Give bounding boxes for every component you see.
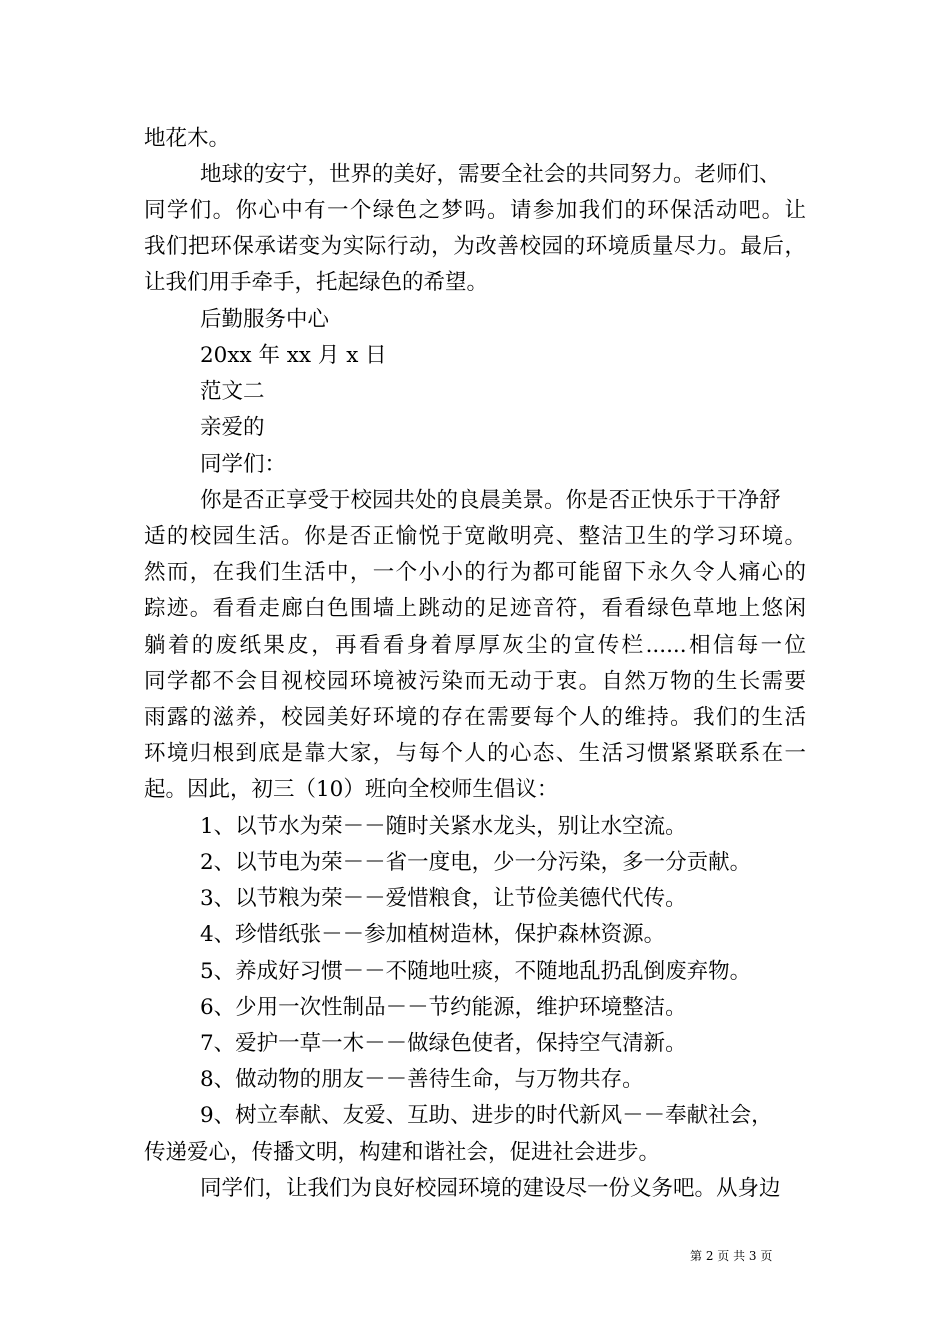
paragraph-line: 躺着的废纸果皮，再看看身着厚厚灰尘的宣传栏......相信每一位 [144,633,806,658]
list-item: 8、做动物的朋友－－善待生命，与万物共存。 [200,1067,644,1092]
paragraph-line: 地球的安宁，世界的美好，需要全社会的共同努力。老师们、 [200,162,781,187]
signature-organization: 后勤服务中心 [200,307,330,332]
list-item: 7、爱护一草一木－－做绿色使者，保持空气清新。 [200,1031,687,1056]
paragraph-line: 然而，在我们生活中，一个小小的行为都可能留下永久令人痛心的 [144,560,806,585]
section-title: 范文二 [200,379,265,404]
paragraph-line: 让我们用手牵手，托起绿色的希望。 [144,270,489,295]
list-item: 9、树立奉献、友爱、互助、进步的时代新风－－奉献社会， [200,1103,773,1128]
paragraph-line: 我们把环保承诺变为实际行动，为改善校园的环境质量尽力。最后， [144,234,806,259]
paragraph-line: 同学都不会目视校园环境被污染而无动于衷。自然万物的生长需要 [144,669,806,694]
paragraph-line: 同学们，让我们为良好校园环境的建设尽一份义务吧。从身边 [200,1176,781,1201]
list-item: 3、以节粮为荣－－爱惜粮食，让节俭美德代代传。 [200,886,687,911]
paragraph-line: 你是否正享受于校园共处的良晨美景。你是否正快乐于干净舒 [200,488,781,513]
paragraph-line: 地花木。 [144,126,231,151]
list-item: 1、以节水为荣－－随时关紧水龙头，别让水空流。 [200,814,687,839]
salutation-line: 亲爱的 [200,415,265,440]
paragraph-line: 环境归根到底是靠大家，与每个人的心态、生活习惯紧紧联系在一 [144,741,806,766]
list-item: 5、养成好习惯－－不随地吐痰，不随地乱扔乱倒废弃物。 [200,959,752,984]
list-item-continuation: 传递爱心，传播文明，构建和谐社会，促进社会进步。 [144,1140,661,1165]
list-item: 2、以节电为荣－－省一度电，少一分污染，多一分贡献。 [200,850,752,875]
signature-date: 20xx 年 xx 月 x 日 [200,343,387,368]
salutation-line: 同学们： [200,452,287,477]
paragraph-line: 起。因此，初三（10）班向全校师生倡议： [144,777,559,802]
paragraph-line: 同学们。你心中有一个绿色之梦吗。请参加我们的环保活动吧。让 [144,198,806,223]
list-item: 6、少用一次性制品－－节约能源，维护环境整洁。 [200,995,687,1020]
paragraph-line: 适的校园生活。你是否正愉悦于宽敞明亮、整洁卫生的学习环境。 [144,524,806,549]
list-item: 4、珍惜纸张－－参加植树造林，保护森林资源。 [200,922,666,947]
paragraph-line: 雨露的滋养，校园美好环境的存在需要每个人的维持。我们的生活 [144,705,806,730]
paragraph-line: 踪迹。看看走廊白色围墙上跳动的足迹音符，看看绿色草地上悠闲 [144,596,806,621]
page-footer: 第 2 页 共 3 页 [690,1249,773,1263]
